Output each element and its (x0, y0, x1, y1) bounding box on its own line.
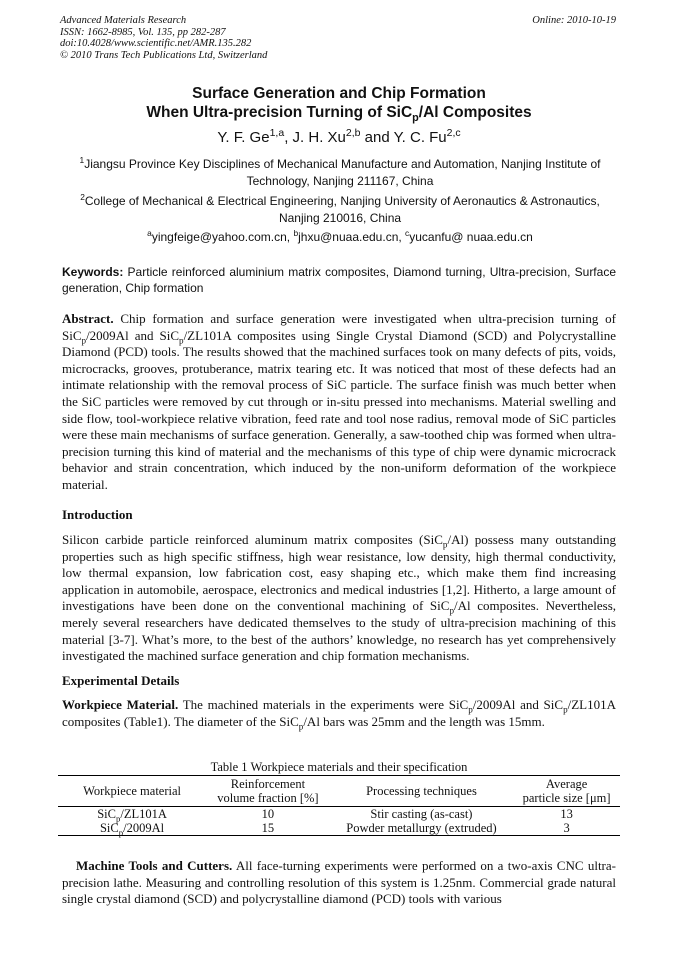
paper-title-line1: Surface Generation and Chip Formation (192, 85, 486, 102)
author-emails: $^a$yingfeige@yahoo.com.cn, $^b$jhxu@nuaa.edu.cn, $^c$yucanfu@ nuaa.edu.cn (147, 228, 533, 244)
email-link-1[interactable]: yingfeige@yahoo.com.cn, (151, 230, 294, 244)
journal-doi[interactable]: doi:10.4028/www.scientific.net/AMR.135.282 (60, 38, 252, 50)
table-cell-processing: Powder metallurgy (extruded) (346, 821, 497, 835)
abstract-label: Abstract. (62, 311, 114, 326)
table-row (58, 807, 620, 822)
table-header-row (58, 776, 620, 807)
paper-title-line2: When Ultra-precision Turning of SiC$_p$/Al Composites (146, 104, 532, 125)
machine-tools-paragraph: Machine Tools and Cutters. All face-turning experiments were performed on a two-axis CNC ultra-precision lathe. Measuring and controlling resolution of this system is 1.25nm. Commercial grade natural single crystal diamond (SCD) and polycrystalline diamond (PCD) tools with various (62, 858, 616, 907)
table-header-processing: Processing techniques (366, 784, 477, 798)
table-cell-volume-fraction: 10 (261, 807, 275, 821)
table-header-particle-size: Average particle size [μm] (522, 777, 611, 805)
section-heading-introduction: Introduction (62, 507, 133, 522)
introduction-paragraph: Silicon carbide particle reinforced aluminum matrix composites (SiC$_p$/Al) possess many outstanding properties such as high specific stiffness, high wear resistance, low density, high thermal conductivity, low thermal expansion, low fabrication cost, easy shaping etc., which make them find increasing application in automobile, aerospace, electronics and medical industries [1,2]. Hitherto, a large amount of investigations have been done on the conventional machining of SiC$_p$/Al composites. Nevertheless, merely several researchers have dedicated themselves to the study of ultra-precision machining of this material [3-7]. What’s more, to the best of the authors’ knowledge, no research has yet comprehensively investigated the machined surface generation and chip formation mechanisms. (62, 532, 616, 664)
journal-issn: ISSN: 1662-8985, Vol. 135, pp 282-287 (60, 26, 226, 38)
journal-header (60, 15, 267, 61)
table-header-material: Workpiece material (83, 784, 181, 798)
table-cell-processing: Stir casting (as-cast) (370, 807, 473, 821)
table-caption: Table 1 Workpiece materials and their specification (210, 760, 468, 774)
author-list: Y. F. Ge$^{1,a}$, J. H. Xu$^{2,b}$ and Y. C. Fu$^{2,c}$ (217, 127, 461, 146)
affiliation-1: $^1$Jiangsu Province Key Disciplines of Mechanical Manufacture and Automation, Nanjing Institute of Technology, Nanjing 211167, China (79, 155, 601, 188)
journal-copyright: © 2010 Trans Tech Publications Ltd, Switzerland (60, 49, 268, 61)
email-link-2[interactable]: jhxu@nuaa.edu.cn, (298, 230, 406, 244)
workpiece-paragraph: Workpiece Material. The machined materials in the experiments were SiC$_p$/2009Al and SiC$_p$/ZL101A composites (Table1). The diameter of the SiC$_p$/Al bars was 25mm and the length was 15mm. (62, 697, 616, 732)
section-heading-experimental: Experimental Details (62, 673, 180, 688)
email-link-3[interactable]: yucanfu@ nuaa.edu.cn (409, 230, 533, 244)
table-cell-volume-fraction: 15 (261, 821, 275, 835)
table-row (58, 821, 620, 836)
machine-tools-label: Machine Tools and Cutters. (76, 858, 233, 873)
affiliation-2: $^2$College of Mechanical & Electrical Engineering, Nanjing University of Aeronautics & Astronautics, Nanjing 210016, China (80, 192, 600, 225)
online-date: Online: 2010-10-19 (532, 15, 616, 26)
workpiece-label: Workpiece Material. (62, 697, 179, 712)
table-cell-material: SiC$_p$/ZL101A (97, 807, 167, 824)
workpiece-table (58, 775, 620, 836)
table-cell-material: SiC$_p$/2009Al (99, 821, 165, 838)
keywords: Keywords: Particle reinforced aluminium matrix composites, Diamond turning, Ultra-precision, Surface generation, Chip formation (62, 265, 616, 295)
table-cell-particle-size: 13 (560, 807, 573, 821)
table-cell-particle-size: 3 (563, 821, 570, 835)
table-header-volume-fraction: Reinforcement volume fraction [%] (217, 777, 319, 805)
abstract: Abstract. Chip formation and surface generation were investigated when ultra-precision turning of SiC$_p$/2009Al and SiC$_p$/ZL101A composites using Single Crystal Diamond (SCD) and Polycrystalline Diamond (PCD) tools. The results showed that the machined surfaces took on many defects of pits, voids, microcracks, grooves, protuberance, matrix tearing etc. It was noticed that most of these defects had an intimate relationship with the removal process of SiC particle. The surface finish was much better when the SiC particles were removed by cut through or in-situ pressed into mechanisms. Material swelling and side flow, tool-workpiece relative vibration, feed rate and tool nose radius, removal mode of SiC particles were these main mechanisms of surface generation. Generally, a saw-toothed chip was formed when ultra-precision turning this kind of material and the mechanisms of this type of chip were dynamic microcrack behavior and strain concentration, which induced by the non-uniform deformation of the workpiece material. (62, 311, 616, 492)
journal-name: Advanced Materials Research (60, 15, 187, 26)
keywords-label: Keywords: (62, 265, 124, 279)
